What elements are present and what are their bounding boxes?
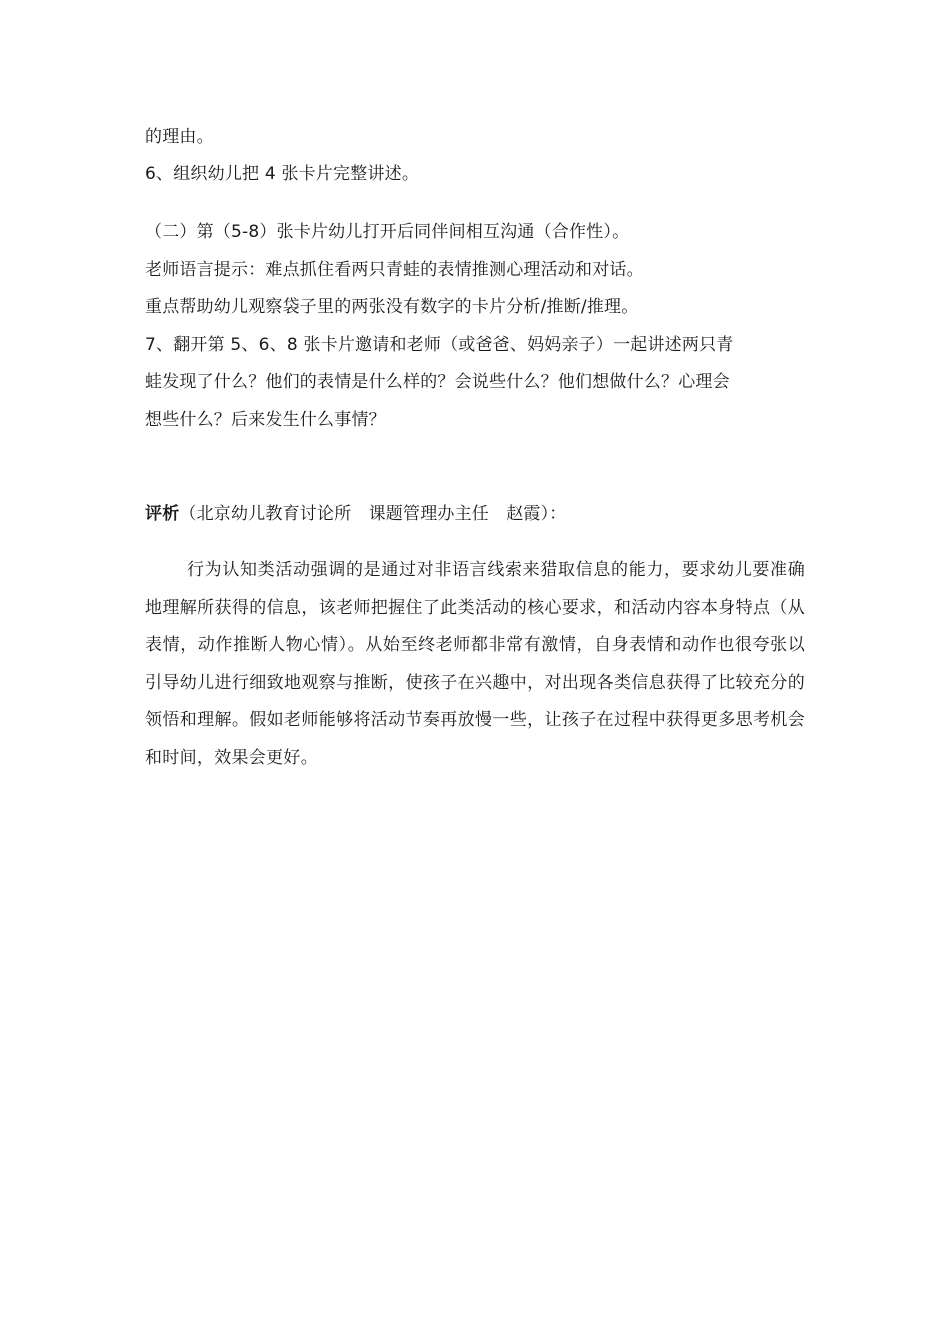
step-6-line: 6、组织幼儿把 4 张卡片完整讲述。 xyxy=(145,164,420,184)
step-7-line-3: 想些什么？后来发生什么事情？ xyxy=(145,410,386,430)
review-body: 行为认知类活动强调的是通过对非语言线索来猎取信息的能力，要求幼儿要准确地理解所获得的信息，该老师把握住了此类活动的核心要求，和活动内容本身特点（从表情，动作推断人物心情）。从始至终老师都非常有激情，自身表情和动作也很夸张以引导幼儿进行细致地观察与推断，使孩子在兴趣中，对出现各类信息获得了比较充分的领悟和理解。假如老师能够将活动节奏再放慢一些，让孩子在过程中获得更多思考机会和时间，效果会更好。 xyxy=(145,560,805,768)
review-label: 评析 xyxy=(145,504,180,524)
section-2-heading: （二）第（5-8）张卡片幼儿打开后同伴间相互沟通（合作性）。 xyxy=(145,222,630,242)
step-7-line-1: 7、翻开第 5、6、8 张卡片邀请和老师（或爸爸、妈妈亲子）一起讲述两只青 xyxy=(145,335,734,355)
text-line-reason: 的理由。 xyxy=(145,127,214,147)
teacher-hint-line: 老师语言提示：难点抓住看两只青蛙的表情推测心理活动和对话。 xyxy=(145,260,644,280)
review-heading xyxy=(145,503,567,525)
step-7-line-2: 蛙发现了什么？他们的表情是什么样的？会说些什么？他们想做什么？心理会 xyxy=(145,372,730,392)
focus-line: 重点帮助幼儿观察袋子里的两张没有数字的卡片分析/推断/推理。 xyxy=(145,297,639,317)
review-source: （北京幼儿教育讨论所 课题管理办主任 赵霞）： xyxy=(179,504,567,524)
